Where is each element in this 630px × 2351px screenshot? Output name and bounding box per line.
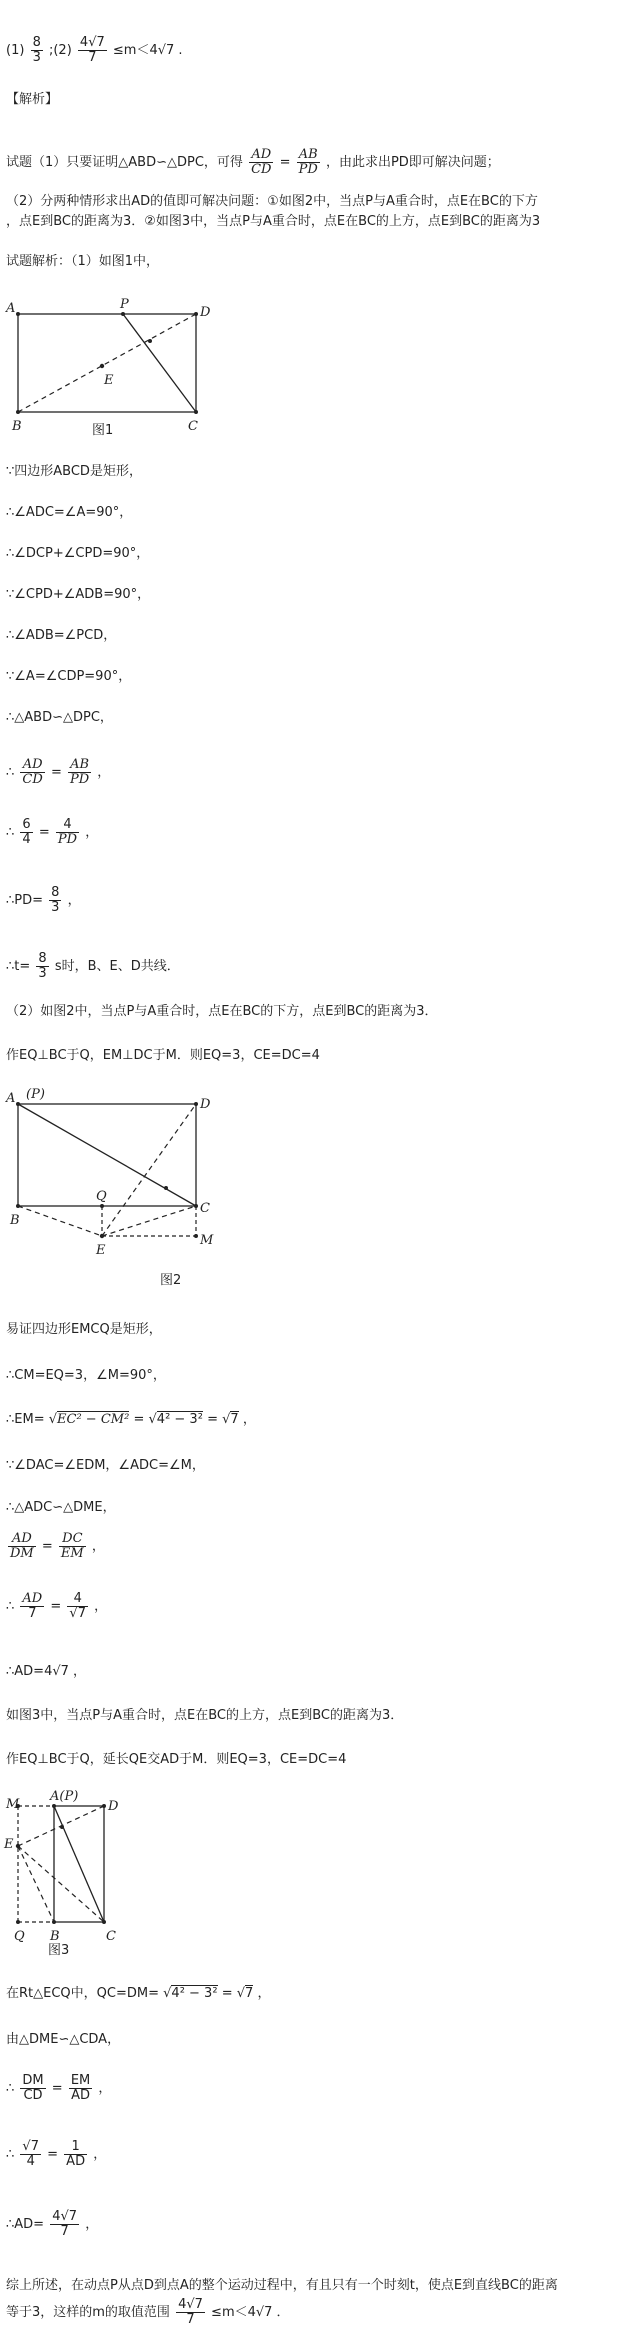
- answer-line: [6, 36, 183, 65]
- fig3-label-D: D: [108, 1799, 119, 1814]
- step-6: ∵∠A=∠CDP=90°，: [6, 669, 132, 684]
- fig1-label-C: C: [188, 419, 198, 434]
- figure-1: [0, 296, 230, 442]
- analysis-2-line2: ，点E到BC的距离为3．②如图3中，当点P与A重合时，点E在BC的上方，点E到BC的距离为3: [6, 214, 541, 229]
- fig3-label-A: A(P): [50, 1789, 79, 1804]
- answer-sep: ;(2): [48, 43, 72, 58]
- fig2-caption: 图2: [160, 1273, 182, 1288]
- step-1: ∵四边形ABCD是矩形，: [6, 464, 142, 479]
- fig1-label-E: E: [104, 373, 114, 388]
- fig2-label-Q: Q: [96, 1189, 107, 1204]
- conclusion-line2: 等于3，这样的m的取值范围 $\frac{4√7}{7}$ ≤m＜4√7 ．: [6, 2297, 290, 2327]
- t-step-7: ∴ $\frac{AD}{7}$ = $\frac{4}{√7}$ ，: [6, 1591, 108, 1621]
- t-step-6: $\frac{AD}{DM}$ = $\frac{DC}{EM}$ ，: [10, 1531, 105, 1561]
- figure-3: [0, 1788, 230, 1958]
- step-5: ∴∠ADB=∠PCD，: [6, 628, 117, 643]
- analysis-2-line1: （2）分两种情形求出AD的值即可解决问题：①如图2中，当点P与A重合时，点E在BC的下方: [6, 194, 538, 209]
- step-7: ∴△ABD∽△DPC，: [6, 710, 113, 725]
- step-9: ∴ $\frac{6}{4}$ = $\frac{4}{PD}$ ，: [6, 817, 99, 847]
- u-step-4: ∴ $\frac{√7}{4}$ = $\frac{1}{AD}$ ，: [6, 2139, 107, 2169]
- t-step-2: ∴CM=EQ=3，∠M=90°，: [6, 1368, 166, 1383]
- t-step-4: ∵∠DAC=∠EDM，∠ADC=∠M，: [6, 1458, 205, 1473]
- answer-part1: (1): [6, 43, 25, 58]
- answer-frac1: $\frac{8}{3}$: [32, 35, 41, 65]
- part3-intro: 如图3中，当点P与A重合时，点E在BC的上方，点E到BC的距离为3．: [6, 1708, 404, 1723]
- answer-range: ≤m＜4√7 .: [112, 43, 183, 58]
- fig3-label-E: E: [4, 1837, 14, 1852]
- u-step-3: ∴ $\frac{DM}{CD}$ = $\frac{EM}{AD}$ ，: [6, 2073, 112, 2103]
- answer-frac2: $\frac{4√7}{7}$: [79, 35, 105, 65]
- u-step-1: 在Rt△ECQ中，QC=DM= √4² − 3² = √7 ，: [6, 1986, 271, 2001]
- u-step-2: 由△DME∽△CDA，: [6, 2032, 121, 2047]
- solution-intro: 试题解析：（1）如图1中，: [6, 254, 160, 269]
- fig3-label-M: M: [6, 1797, 20, 1812]
- fig2-label-P: (P): [26, 1087, 45, 1102]
- figure-2: [0, 1082, 230, 1300]
- heading-analysis: 【解析】: [6, 92, 59, 107]
- part2-construct: 作EQ⊥BC于Q，EM⊥DC于M．则EQ=3，CE=DC=4: [6, 1048, 320, 1063]
- step-10: ∴PD= $\frac{8}{3}$ ，: [6, 885, 81, 915]
- fig2-label-C: C: [200, 1201, 210, 1216]
- fig2-label-A: A: [6, 1091, 16, 1106]
- t-step-1: 易证四边形EMCQ是矩形，: [6, 1322, 162, 1337]
- fig1-label-A: A: [6, 301, 16, 316]
- t-step-3: ∴EM= √EC² − CM² = √4² − 3² = √7 ，: [6, 1412, 256, 1427]
- fig2-label-M: M: [200, 1233, 214, 1248]
- part2-intro: （2）如图2中，当点P与A重合时，点E在BC的下方，点E到BC的距离为3．: [6, 1004, 438, 1019]
- fig2-label-B: B: [10, 1213, 20, 1228]
- t-step-8: ∴AD=4√7 ，: [6, 1664, 87, 1679]
- part3-construct: 作EQ⊥BC于Q，延长QE交AD于M．则EQ=3，CE=DC=4: [6, 1752, 347, 1767]
- fig1-label-D: D: [200, 305, 211, 320]
- step-4: ∵∠CPD+∠ADB=90°，: [6, 587, 151, 602]
- fig2-label-D: D: [200, 1097, 211, 1112]
- t-step-5: ∴△ADC∽△DME，: [6, 1500, 116, 1515]
- u-step-5: ∴AD= $\frac{4√7}{7}$ ，: [6, 2209, 99, 2239]
- fig1-caption: 图1: [92, 423, 114, 438]
- step-11: ∴t= $\frac{8}{3}$ s时，B、E、D共线．: [6, 951, 180, 981]
- fig1-label-B: B: [12, 419, 22, 434]
- step-3: ∴∠DCP+∠CPD=90°，: [6, 546, 150, 561]
- fig3-caption: 图3: [48, 1943, 70, 1958]
- fig2-label-E: E: [96, 1243, 106, 1258]
- analysis-1: 试题（1）只要证明△ABD∽△DPC，可得 $\frac{AD}{CD}$ = $\frac{AB}{PD}$ ，由此求出PD即可解决问题；: [6, 147, 500, 177]
- conclusion-line1: 综上所述，在动点P从点D到点A的整个运动过程中，有且只有一个时刻t，使点E到直线BC的距离: [6, 2278, 558, 2293]
- fig3-label-C: C: [106, 1929, 116, 1944]
- step-8: ∴ $\frac{AD}{CD}$ = $\frac{AB}{PD}$ ，: [6, 757, 111, 787]
- step-2: ∴∠ADC=∠A=90°，: [6, 505, 133, 520]
- fig1-label-P: P: [120, 297, 129, 312]
- fig3-label-Q: Q: [14, 1929, 25, 1944]
- fig3-label-B: B: [50, 1929, 60, 1944]
